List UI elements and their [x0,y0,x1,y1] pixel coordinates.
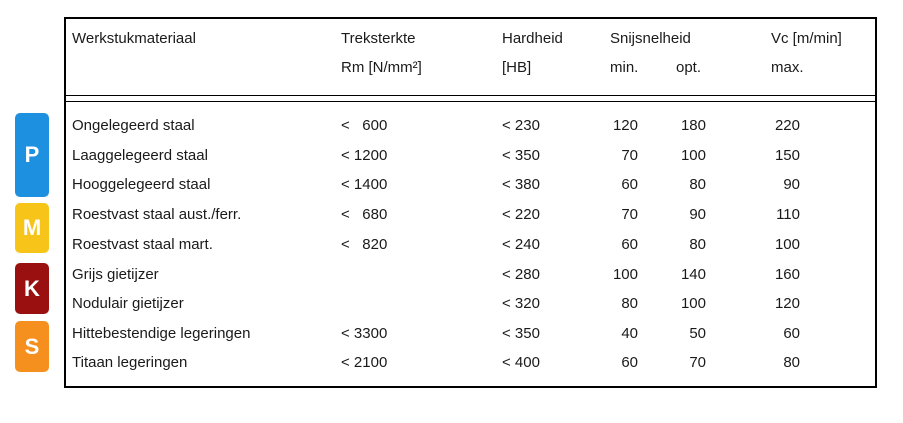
cell-material: Ongelegeerd staal [72,117,195,134]
cell-opt: 100 [680,295,706,312]
cell-material: Roestvast staal aust./ferr. [72,206,242,223]
header-material: Werkstukmateriaal [72,30,196,47]
cell-opt: 50 [689,325,706,342]
header-max: max. [771,59,804,76]
cell-opt: 80 [689,236,706,253]
cell-min: 70 [621,206,638,223]
group-badge-k: K [15,263,49,314]
header-tensile-unit: Rm [N/mm²] [341,59,422,76]
cell-max: 100 [774,236,800,253]
cell-max: 120 [774,295,800,312]
cell-max: 60 [783,325,800,342]
header-min: min. [610,59,639,76]
cell-material: Titaan legeringen [72,354,188,371]
cell-hardness: < 350 [502,325,540,342]
cell-opt: 180 [680,117,706,134]
cell-min: 60 [621,236,638,253]
cell-tensile: < 600 [341,117,388,134]
cell-tensile: < 1200 [341,147,388,164]
cell-min: 100 [612,266,638,283]
cell-max: 220 [774,117,800,134]
cell-min: 40 [621,325,638,342]
cell-opt: 90 [689,206,706,223]
cell-opt: 70 [689,354,706,371]
group-badge-p: P [15,113,49,197]
cell-hardness: < 320 [502,295,540,312]
cell-material: Grijs gietijzer [72,266,159,283]
cell-material: Hittebestendige legeringen [72,325,251,342]
cell-opt: 80 [689,176,706,193]
header-divider-top [66,95,875,96]
group-badge-s: S [15,321,49,372]
cell-opt: 140 [680,266,706,283]
cell-max: 110 [776,206,800,223]
cell-max: 90 [783,176,800,193]
cell-min: 60 [621,354,638,371]
cell-hardness: < 350 [502,147,540,164]
header-tensile: Treksterkte [341,30,416,47]
cell-hardness: < 220 [502,206,540,223]
header-hardness-unit: [HB] [502,59,532,76]
cell-material: Laaggelegeerd staal [72,147,208,164]
header-opt: opt. [676,59,702,76]
cell-tensile: < 1400 [341,176,388,193]
cell-tensile: < 820 [341,236,388,253]
cell-tensile: < 680 [341,206,388,223]
cell-tensile: < 2100 [341,354,388,371]
cell-hardness: < 400 [502,354,540,371]
cell-max: 150 [774,147,800,164]
cell-max: 80 [783,354,800,371]
cell-material: Nodulair gietijzer [72,295,184,312]
cell-min: 120 [612,117,638,134]
cell-opt: 100 [680,147,706,164]
header-cutting-speed: Snijsnelheid [610,30,691,47]
cell-hardness: < 380 [502,176,540,193]
cell-hardness: < 240 [502,236,540,253]
cell-min: 60 [621,176,638,193]
header-hardness: Hardheid [502,30,563,47]
header-divider-bottom [66,101,875,102]
cell-material: Roestvast staal mart. [72,236,213,253]
cell-max: 160 [774,266,800,283]
cell-hardness: < 230 [502,117,540,134]
header-vc: Vc [m/min] [771,30,842,47]
cell-min: 80 [621,295,638,312]
cell-tensile: < 3300 [341,325,388,342]
group-badge-m: M [15,203,49,253]
cell-min: 70 [621,147,638,164]
cell-material: Hooggelegeerd staal [72,176,211,193]
cell-hardness: < 280 [502,266,540,283]
